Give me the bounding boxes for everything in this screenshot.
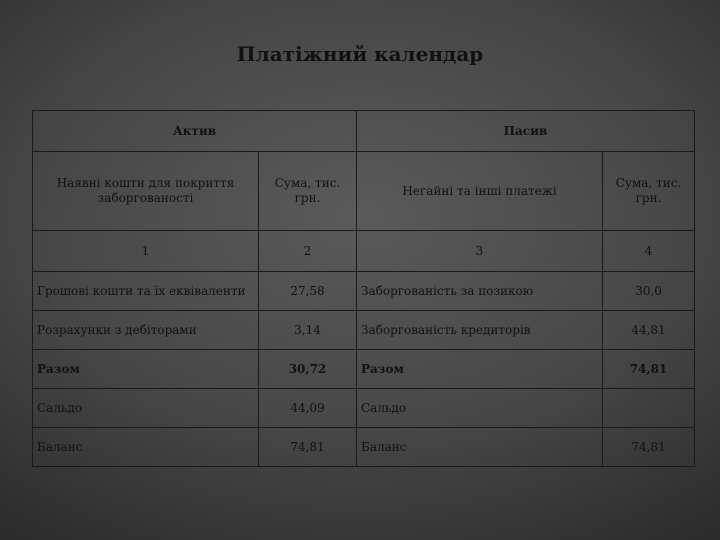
payment-calendar-table (32, 110, 695, 467)
header-row (33, 111, 695, 152)
header-aktiv: Актив (33, 111, 357, 152)
subheader-aktiv-sum: Сума, тис. грн. (259, 152, 357, 231)
aktiv-label: Сальдо (33, 389, 259, 428)
aktiv-label: Разом (33, 350, 259, 389)
pasyv-label: Заборгованість кредиторів (357, 311, 603, 350)
pasyv-sum: 30,0 (603, 272, 695, 311)
column-number: 4 (603, 231, 695, 272)
column-number: 3 (357, 231, 603, 272)
subheader-row (33, 152, 695, 231)
aktiv-sum: 44,09 (259, 389, 357, 428)
subheader-available-funds: Наявні кошти для покриття заборгованості (33, 152, 259, 231)
pasyv-sum: 74,81 (603, 428, 695, 467)
pasyv-label: Сальдо (357, 389, 603, 428)
pasyv-sum (603, 389, 695, 428)
aktiv-label: Баланс (33, 428, 259, 467)
pasyv-sum: 74,81 (603, 350, 695, 389)
aktiv-label: Грошові кошти та їх еквіваленти (33, 272, 259, 311)
pasyv-sum: 44,81 (603, 311, 695, 350)
table-row (33, 272, 695, 311)
slide-title: Платіжний календар (236, 42, 484, 66)
column-number-row (33, 231, 695, 272)
aktiv-sum: 74,81 (259, 428, 357, 467)
pasyv-label: Баланс (357, 428, 603, 467)
header-pasyv: Пасив (357, 111, 695, 152)
pasyv-label: Разом (357, 350, 603, 389)
aktiv-label: Розрахунки з дебіторами (33, 311, 259, 350)
aktiv-sum: 3,14 (259, 311, 357, 350)
pasyv-label: Заборгованість за позикою (357, 272, 603, 311)
table-row (33, 389, 695, 428)
subheader-payments: Негайні та інші платежі (357, 152, 603, 231)
table-row (33, 428, 695, 467)
subheader-pasyv-sum: Сума, тис. грн. (603, 152, 695, 231)
aktiv-sum: 30,72 (259, 350, 357, 389)
column-number: 1 (33, 231, 259, 272)
column-number: 2 (259, 231, 357, 272)
table-row (33, 311, 695, 350)
table-row-total (33, 350, 695, 389)
aktiv-sum: 27,58 (259, 272, 357, 311)
